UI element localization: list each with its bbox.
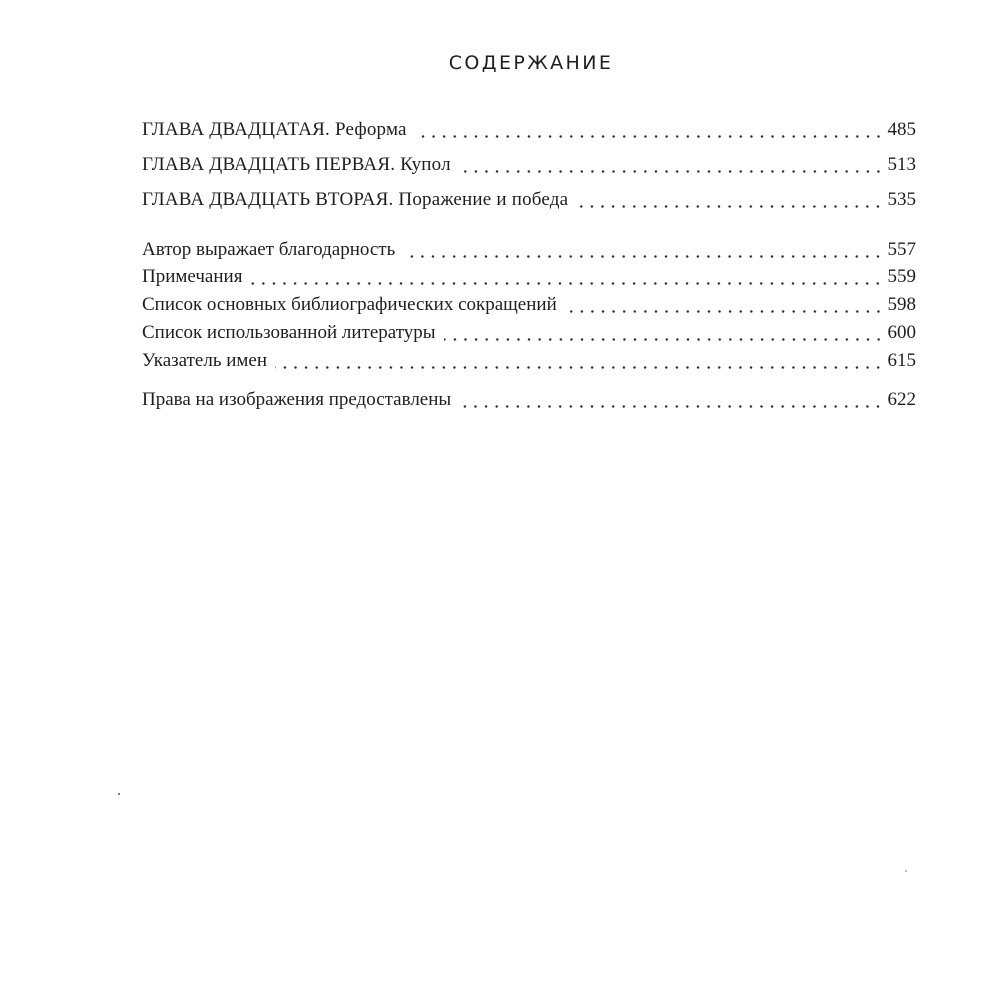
dot-leader [275,365,883,370]
dot-leader [565,309,884,314]
toc-entry-label: Указатель имен [142,350,268,371]
toc-entry-bibliography [142,320,916,346]
toc-entry-label: Список основных библиографических сокращений [142,294,557,315]
toc-entry-name-index [142,348,916,374]
contents-title: СОДЕРЖАНИЕ [448,52,614,74]
toc-entry-page: 557 [887,239,916,260]
dot-leader [576,204,883,209]
dot-leader [415,134,884,139]
toc-entry-label: Примечания [142,266,243,287]
toc-entry-page: 615 [887,350,916,371]
scan-speck [905,870,907,872]
toc-entry-abbreviations [142,292,916,318]
toc-entry-label: ГЛАВА ДВАДЦАТЬ ПЕРВАЯ. Купол [142,154,451,175]
toc-entry-label: ГЛАВА ДВАДЦАТЬ ВТОРАЯ. Поражение и победа [142,189,569,210]
dot-leader [403,254,883,259]
toc-entry-chapter-22 [142,187,916,213]
toc-entry-notes [142,264,916,290]
toc-entry-label: Список использованной литературы [142,322,436,343]
toc-entry-chapter-21 [142,152,916,178]
toc-entry-label: ГЛАВА ДВАДЦАТАЯ. Реформа [142,119,407,140]
toc-entry-page: 485 [887,119,916,140]
toc-entry-label: Автор выражает благодарность [142,239,396,260]
toc-entry-page: 559 [887,266,916,287]
toc-entry-acknowledgements [142,237,916,263]
toc-entry-chapter-20 [142,117,916,143]
toc-entry-page: 535 [887,189,916,210]
toc-entry-page: 600 [887,322,916,343]
scan-speck [118,793,120,795]
toc-entry-page: 513 [887,154,916,175]
dot-leader [250,281,883,286]
dot-leader [459,169,884,174]
dot-leader [459,404,883,409]
toc-entry-image-credits [142,387,916,413]
toc-entry-page: 598 [887,294,916,315]
dot-leader [444,337,884,342]
toc-entry-page: 622 [887,389,916,410]
toc-entry-label: Права на изображения предоставлены [142,389,452,410]
